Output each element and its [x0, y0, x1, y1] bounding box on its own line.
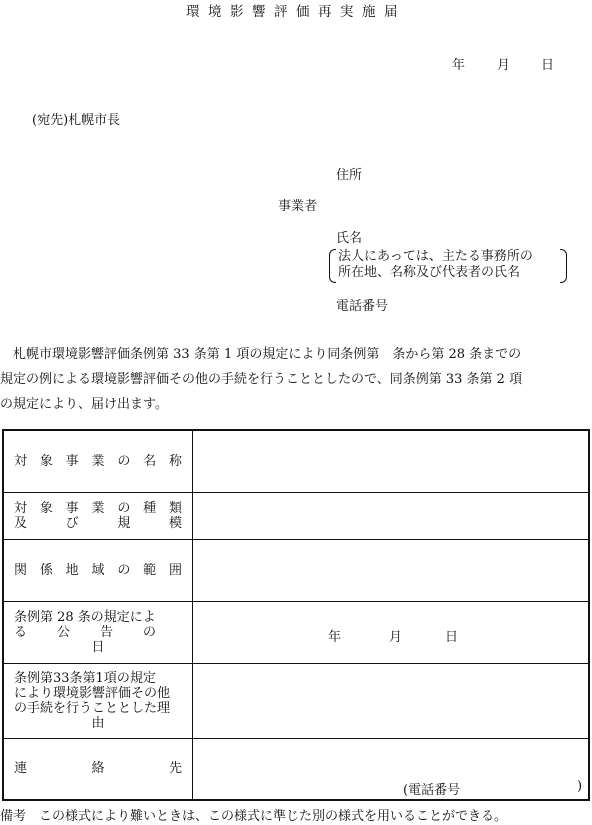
- project-name-label: 対象事業の名称: [14, 453, 182, 469]
- corporate-note-line1: 法人にあっては、主たる事務所の: [338, 249, 533, 264]
- body-text-line3: の規定により、届け出ます。: [0, 397, 168, 412]
- label-cell: [3, 738, 193, 800]
- notice-date-year: 年: [328, 629, 342, 645]
- remarks-note: 備考 この様式により難いときは、この様式に準じた別の様式を用いることができる。: [0, 809, 508, 824]
- corporate-note-line2: 所在地、名称及び代表者の氏名: [338, 265, 521, 280]
- contact-label: 連絡先: [14, 761, 182, 777]
- affected-area-field[interactable]: [193, 539, 590, 601]
- notice-date-month: 月: [389, 629, 403, 645]
- affected-area-label: 関係地域の範囲: [14, 562, 182, 578]
- notice-date-field[interactable]: [193, 601, 590, 663]
- body-text-line2: 規定の例による環境影響評価その他の手続を行うこととしたので、同条例第 33 条第 2 項: [0, 372, 523, 387]
- right-bracket: [560, 249, 567, 283]
- project-type-label-line2: 及び規模: [14, 515, 182, 531]
- notice-date-day: 日: [445, 629, 459, 645]
- project-type-label-line1: 対象事業の種類: [14, 500, 182, 516]
- contact-phone-label: (電話番号: [403, 782, 461, 798]
- addressee: (宛先)札幌市長: [32, 113, 121, 128]
- phone-label: 電話番号: [336, 299, 389, 314]
- label-cell: [3, 492, 193, 539]
- label-cell: [3, 663, 193, 738]
- table-row: [3, 738, 589, 800]
- project-name-field[interactable]: [193, 430, 590, 492]
- reason-label-line1: 条例第33条第1項の規定: [14, 670, 156, 686]
- notice-date-label-line2: る公告の: [14, 624, 156, 640]
- table-row: [3, 430, 589, 492]
- date-year-label: 年: [452, 58, 466, 73]
- corporate-note-bracket: [329, 247, 567, 285]
- label-cell: [3, 430, 193, 492]
- label-cell: [3, 539, 193, 601]
- notification-table: [2, 429, 590, 801]
- address-label: 住所: [336, 168, 363, 183]
- left-bracket: [329, 249, 336, 283]
- date-day-label: 日: [541, 58, 555, 73]
- reason-label-line4: 由: [91, 715, 105, 731]
- reason-label-line3: の手続を行うこととした理: [14, 700, 171, 716]
- table-row: [3, 663, 589, 738]
- project-type-field[interactable]: [193, 492, 590, 539]
- form-title: 環境影響評価再実施届: [186, 4, 406, 20]
- reason-field[interactable]: [193, 663, 590, 738]
- applicant-role-label: 事業者: [278, 199, 318, 214]
- label-cell: [3, 601, 193, 663]
- date-month-label: 月: [497, 58, 511, 73]
- reason-label-line2: により環境影響評価その他: [14, 685, 171, 701]
- contact-field[interactable]: [193, 738, 590, 800]
- contact-phone-close: ): [577, 778, 583, 794]
- body-text-line1: 札幌市環境影響評価条例第 33 条第 1 項の規定により同条例第 条から第 28 条までの: [13, 347, 522, 362]
- notice-date-label-line3: 日: [91, 639, 105, 655]
- notice-date-label-line1: 条例第 28 条の規定によ: [14, 609, 156, 625]
- table-row: [3, 539, 589, 601]
- table-row: [3, 601, 589, 663]
- table-row: [3, 492, 589, 539]
- name-label: 氏名: [336, 231, 363, 246]
